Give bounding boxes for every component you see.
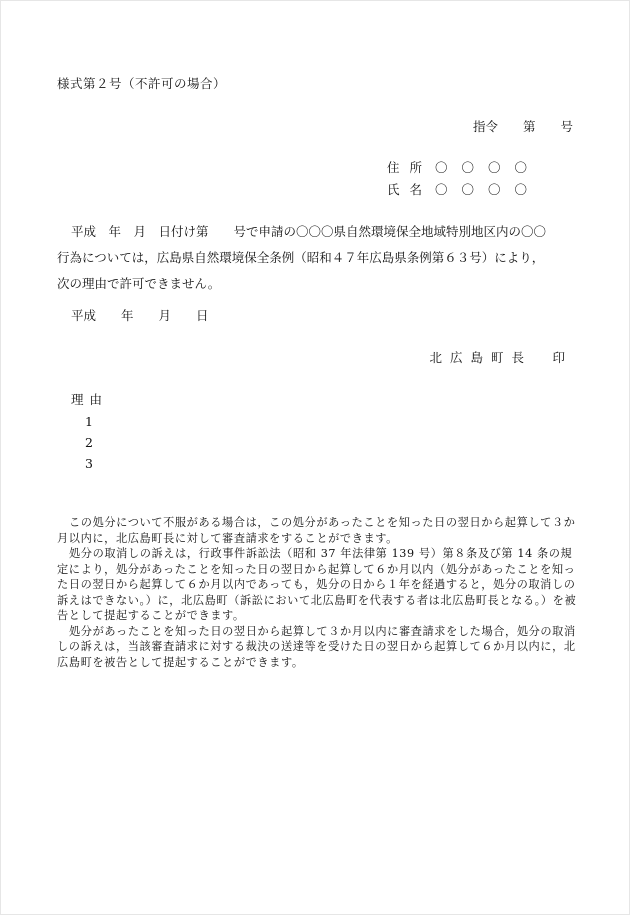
reason-item-1: 1 xyxy=(85,414,93,429)
form-title: 様式第２号（不許可の場合） xyxy=(57,76,227,91)
appeal-notes xyxy=(57,515,577,670)
address-label: 住所 xyxy=(387,160,433,175)
note-after-review: 処分があったことを知った日の翌日から起算して３か月以内に審査請求をした場合，処分の取消しの訴えは，当該審査請求に対する裁決の送達等を受けた日の翌日から起算して６か月以内に，北広島町を被告として提起することができます。 xyxy=(57,624,576,669)
statement-line-3: 次の理由で許可できません。 xyxy=(57,276,221,291)
note-review-request: この処分について不服がある場合は，この処分があったことを知った日の翌日から起算して３か月以内に，北広島町長に対して審査請求をすることができます。 xyxy=(57,516,576,545)
reasons-heading: 理由 xyxy=(71,392,109,407)
address-row xyxy=(387,158,541,176)
name-label: 氏名 xyxy=(387,182,433,197)
reason-item-2: 2 xyxy=(85,435,93,450)
issue-date: 平成 年 月 日 xyxy=(71,308,209,323)
statement-line-1: 平成 年 月 日付け第 号で申請の〇〇〇県自然環境保全地域特別地区内の〇〇 xyxy=(71,224,547,239)
name-value: 〇〇〇〇 xyxy=(434,182,541,197)
statement-line-2: 行為については，広島県自然環境保全条例（昭和４７年広島県条例第６３号）により， xyxy=(57,250,545,265)
main-statement xyxy=(57,219,577,297)
name-row xyxy=(387,180,541,198)
reason-item-3: 3 xyxy=(85,456,93,471)
address-value: 〇〇〇〇 xyxy=(434,160,541,175)
issuing-authority: 北広島町長 印 xyxy=(429,350,573,365)
note-revocation-suit: 処分の取消しの訴えは，行政事件訴訟法（昭和 37 年法律第 139 号）第８条及び第 14 条の規定により，処分があったことを知った日の翌日から起算して６か月以内（処分があったことを知った日の翌日から起算して６か月以内であっても，処分の日から１年を経過すると，処分の取消しの訴えはできない。）に，北広島町（訴訟において北広島町を代表する者は北広島町長となる。）を被告として提起することができます。 xyxy=(57,547,577,622)
reference-number: 指令 第 号 xyxy=(472,119,573,134)
